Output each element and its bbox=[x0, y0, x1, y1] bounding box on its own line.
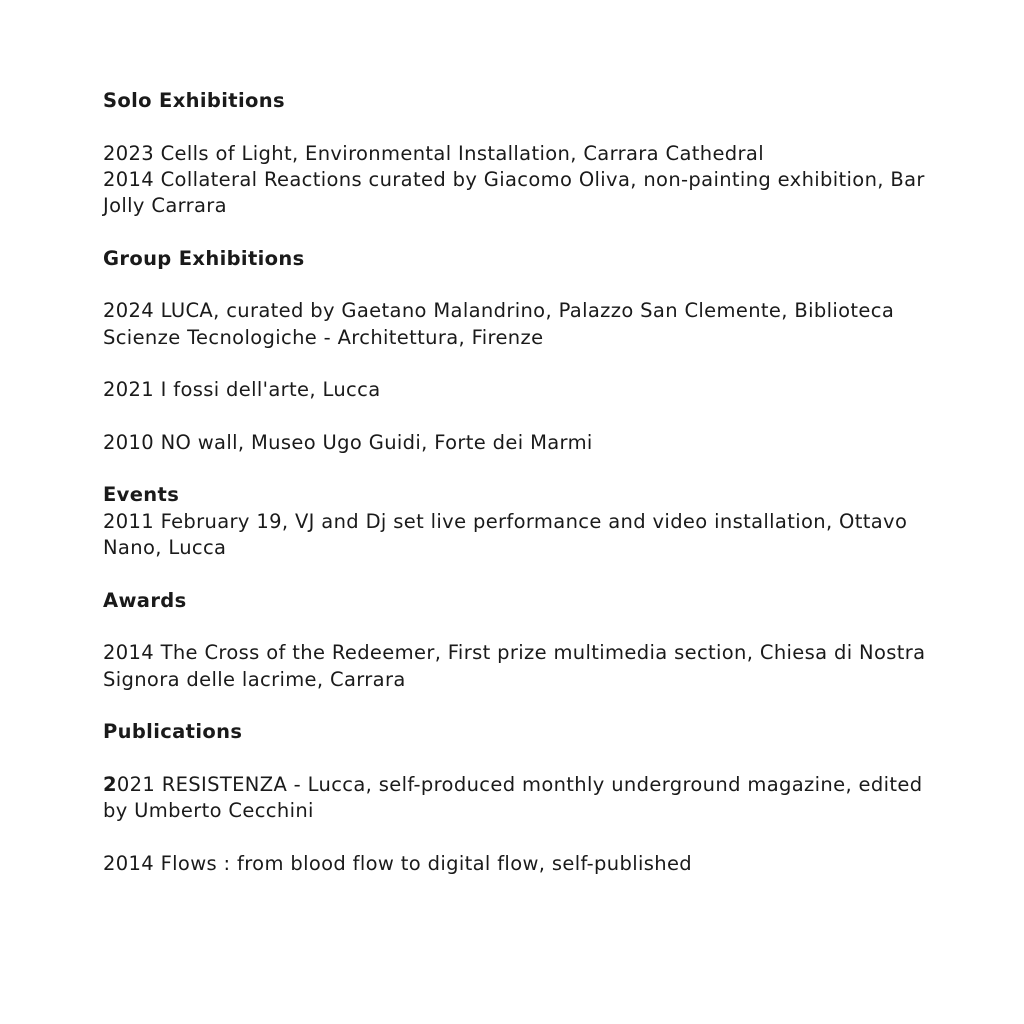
solo-exhibition-item: 2014 Collateral Reactions curated by Giacomo Oliva, non-painting exhibition, Bar Jolly Carrara bbox=[103, 167, 925, 218]
event-item: 2011 February 19, VJ and Dj set live performance and video installation, Ottavo Nano, Lucca bbox=[103, 509, 908, 560]
publications-heading: Publications bbox=[103, 720, 243, 744]
publication-first-char: 2 bbox=[103, 772, 117, 796]
awards-heading: Awards bbox=[103, 588, 187, 612]
group-exhibition-item: 2010 NO wall, Museo Ugo Guidi, Forte dei Marmi bbox=[103, 430, 593, 454]
publication-item bbox=[103, 772, 943, 825]
publication-text: 021 RESISTENZA - Lucca, self-produced monthly underground magazine, edited by Umberto Cecchini bbox=[103, 772, 923, 823]
group-exhibition-item: 2021 I fossi dell'arte, Lucca bbox=[103, 378, 381, 402]
award-item: 2014 The Cross of the Redeemer, First prize multimedia section, Chiesa di Nostra Signora delle lacrime, Carrara bbox=[103, 641, 926, 691]
solo-exhibitions-heading: Solo Exhibitions bbox=[103, 89, 285, 112]
events-heading: Events bbox=[103, 483, 180, 507]
group-exhibitions-heading: Group Exhibitions bbox=[103, 246, 305, 270]
cv-document bbox=[103, 88, 943, 877]
publication-item: 2014 Flows : from blood flow to digital flow, self-published bbox=[103, 851, 693, 875]
solo-exhibition-item: 2023 Cells of Light, Environmental Installation, Carrara Cathedral bbox=[103, 141, 764, 165]
group-exhibition-item: 2024 LUCA, curated by Gaetano Malandrino, Palazzo San Clemente, Biblioteca Scienze Tecnologiche - Architettura, Firenze bbox=[103, 299, 895, 349]
